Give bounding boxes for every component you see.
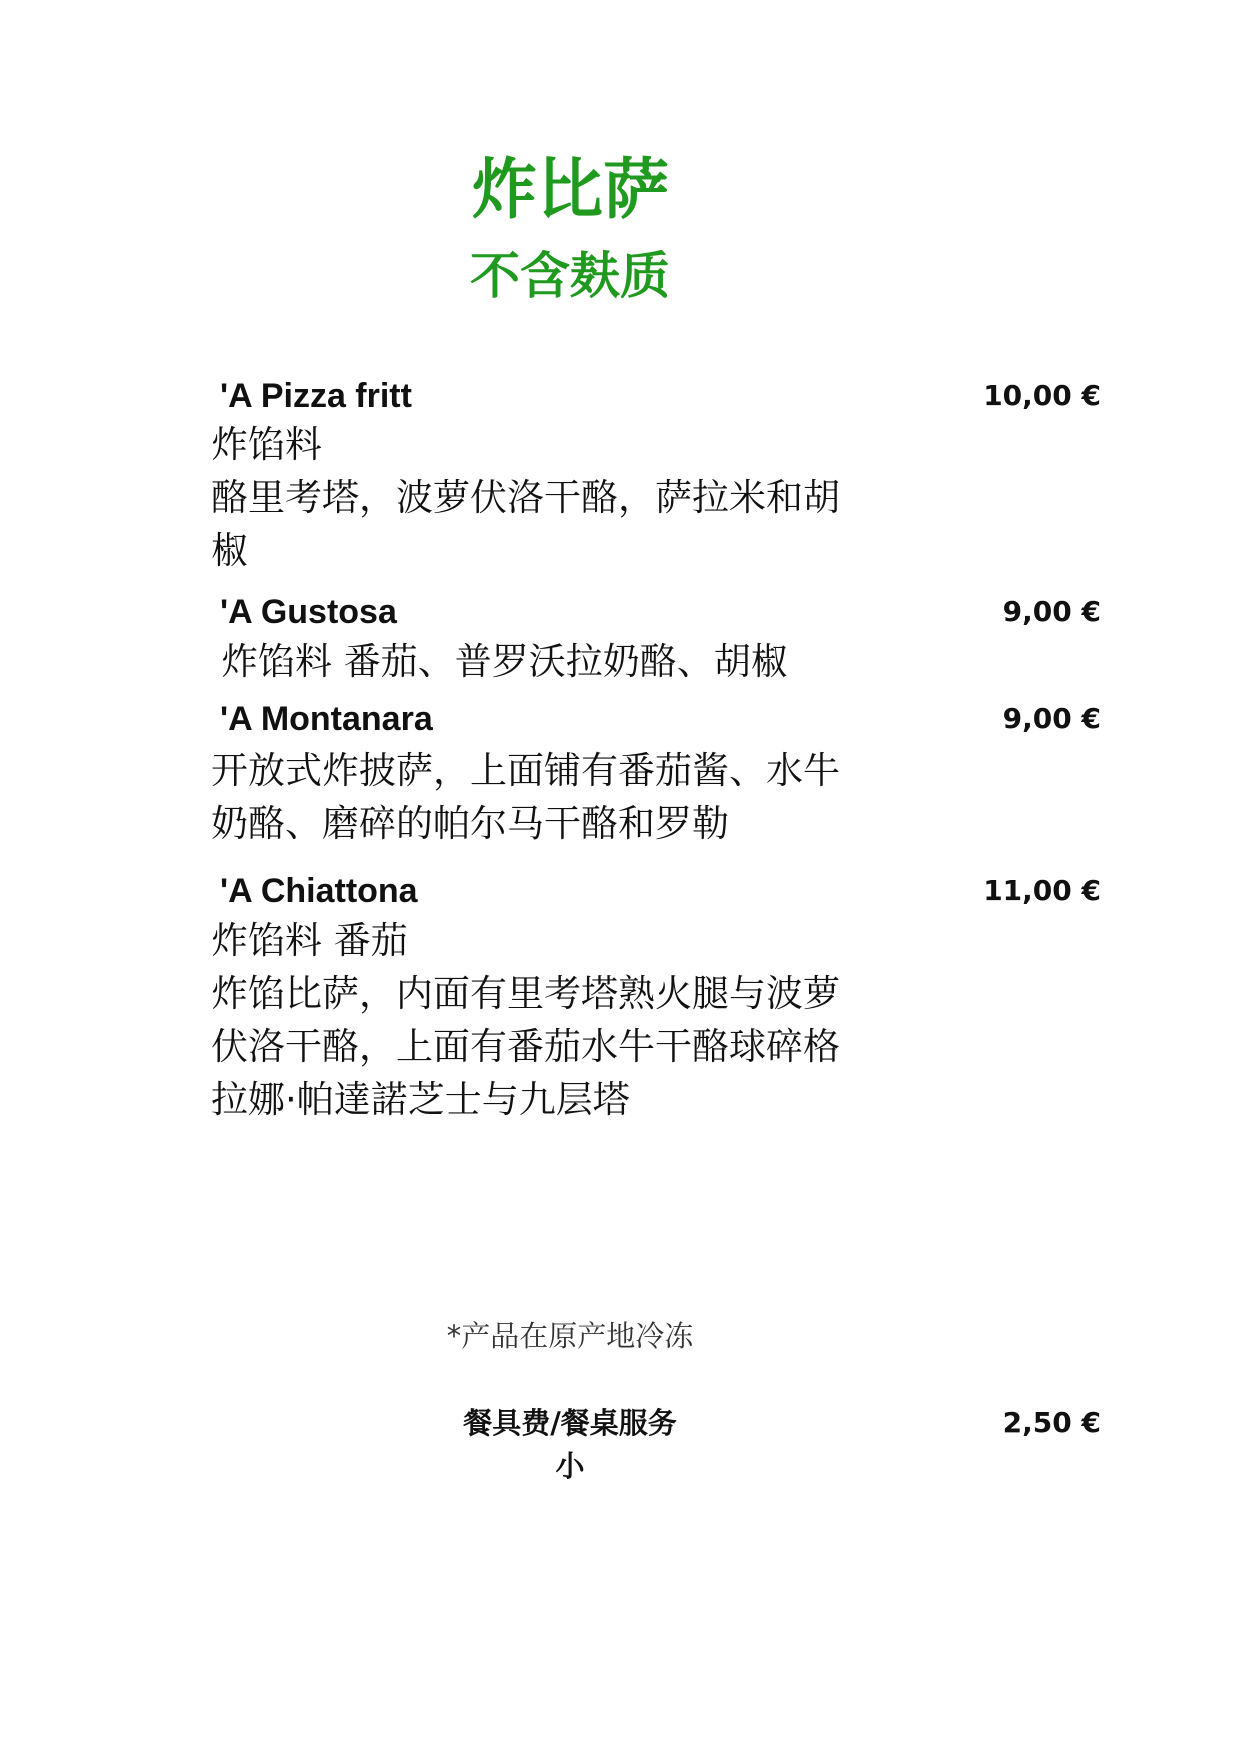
- service-charge-sublabel: 小: [555, 1449, 585, 1483]
- menu-item-description: [211, 744, 931, 850]
- menu-item-description: [211, 914, 931, 1126]
- description-line: 拉娜·帕達諾芝士与九层塔: [211, 1078, 630, 1121]
- menu-item-price: 9,00 €: [1002, 595, 1101, 628]
- description-line: 奶酪、磨碎的帕尔马干酪和罗勒: [211, 802, 729, 845]
- page-subtitle: 不含麸质: [470, 247, 670, 305]
- menu-item-description: [211, 418, 931, 577]
- description-line: 炸馅料 番茄、普罗沃拉奶酪、胡椒: [221, 640, 788, 683]
- description-line: 炸馅比萨，内面有里考塔熟火腿与波萝: [211, 972, 840, 1015]
- service-charge-label: 餐具费/餐桌服务: [463, 1406, 677, 1440]
- description-line: 酪里考塔，波萝伏洛干酪，萨拉米和胡: [211, 476, 840, 519]
- menu-item-name: 'A Gustosa: [220, 593, 397, 631]
- menu-item-price: 9,00 €: [1002, 702, 1101, 735]
- menu-item-price: 11,00 €: [983, 874, 1101, 907]
- description-line: 炸馅料 番茄: [211, 919, 408, 962]
- menu-item-name: 'A Montanara: [220, 700, 433, 738]
- menu-item-description: [211, 635, 931, 688]
- description-line: 椒: [211, 529, 248, 572]
- description-line: 炸馅料: [211, 423, 322, 466]
- frozen-product-note: *产品在原产地冷冻: [446, 1319, 694, 1353]
- description-line: 伏洛干酪，上面有番茄水牛干酪球碎格: [211, 1025, 840, 1068]
- menu-item-name: 'A Chiattona: [220, 872, 418, 910]
- menu-item-name: 'A Pizza fritt: [220, 377, 412, 415]
- service-charge-price: 2,50 €: [1002, 1406, 1101, 1439]
- page-title: 炸比萨: [471, 151, 669, 228]
- description-line: 开放式炸披萨，上面铺有番茄酱、水牛: [211, 749, 840, 792]
- menu-item-price: 10,00 €: [983, 379, 1101, 412]
